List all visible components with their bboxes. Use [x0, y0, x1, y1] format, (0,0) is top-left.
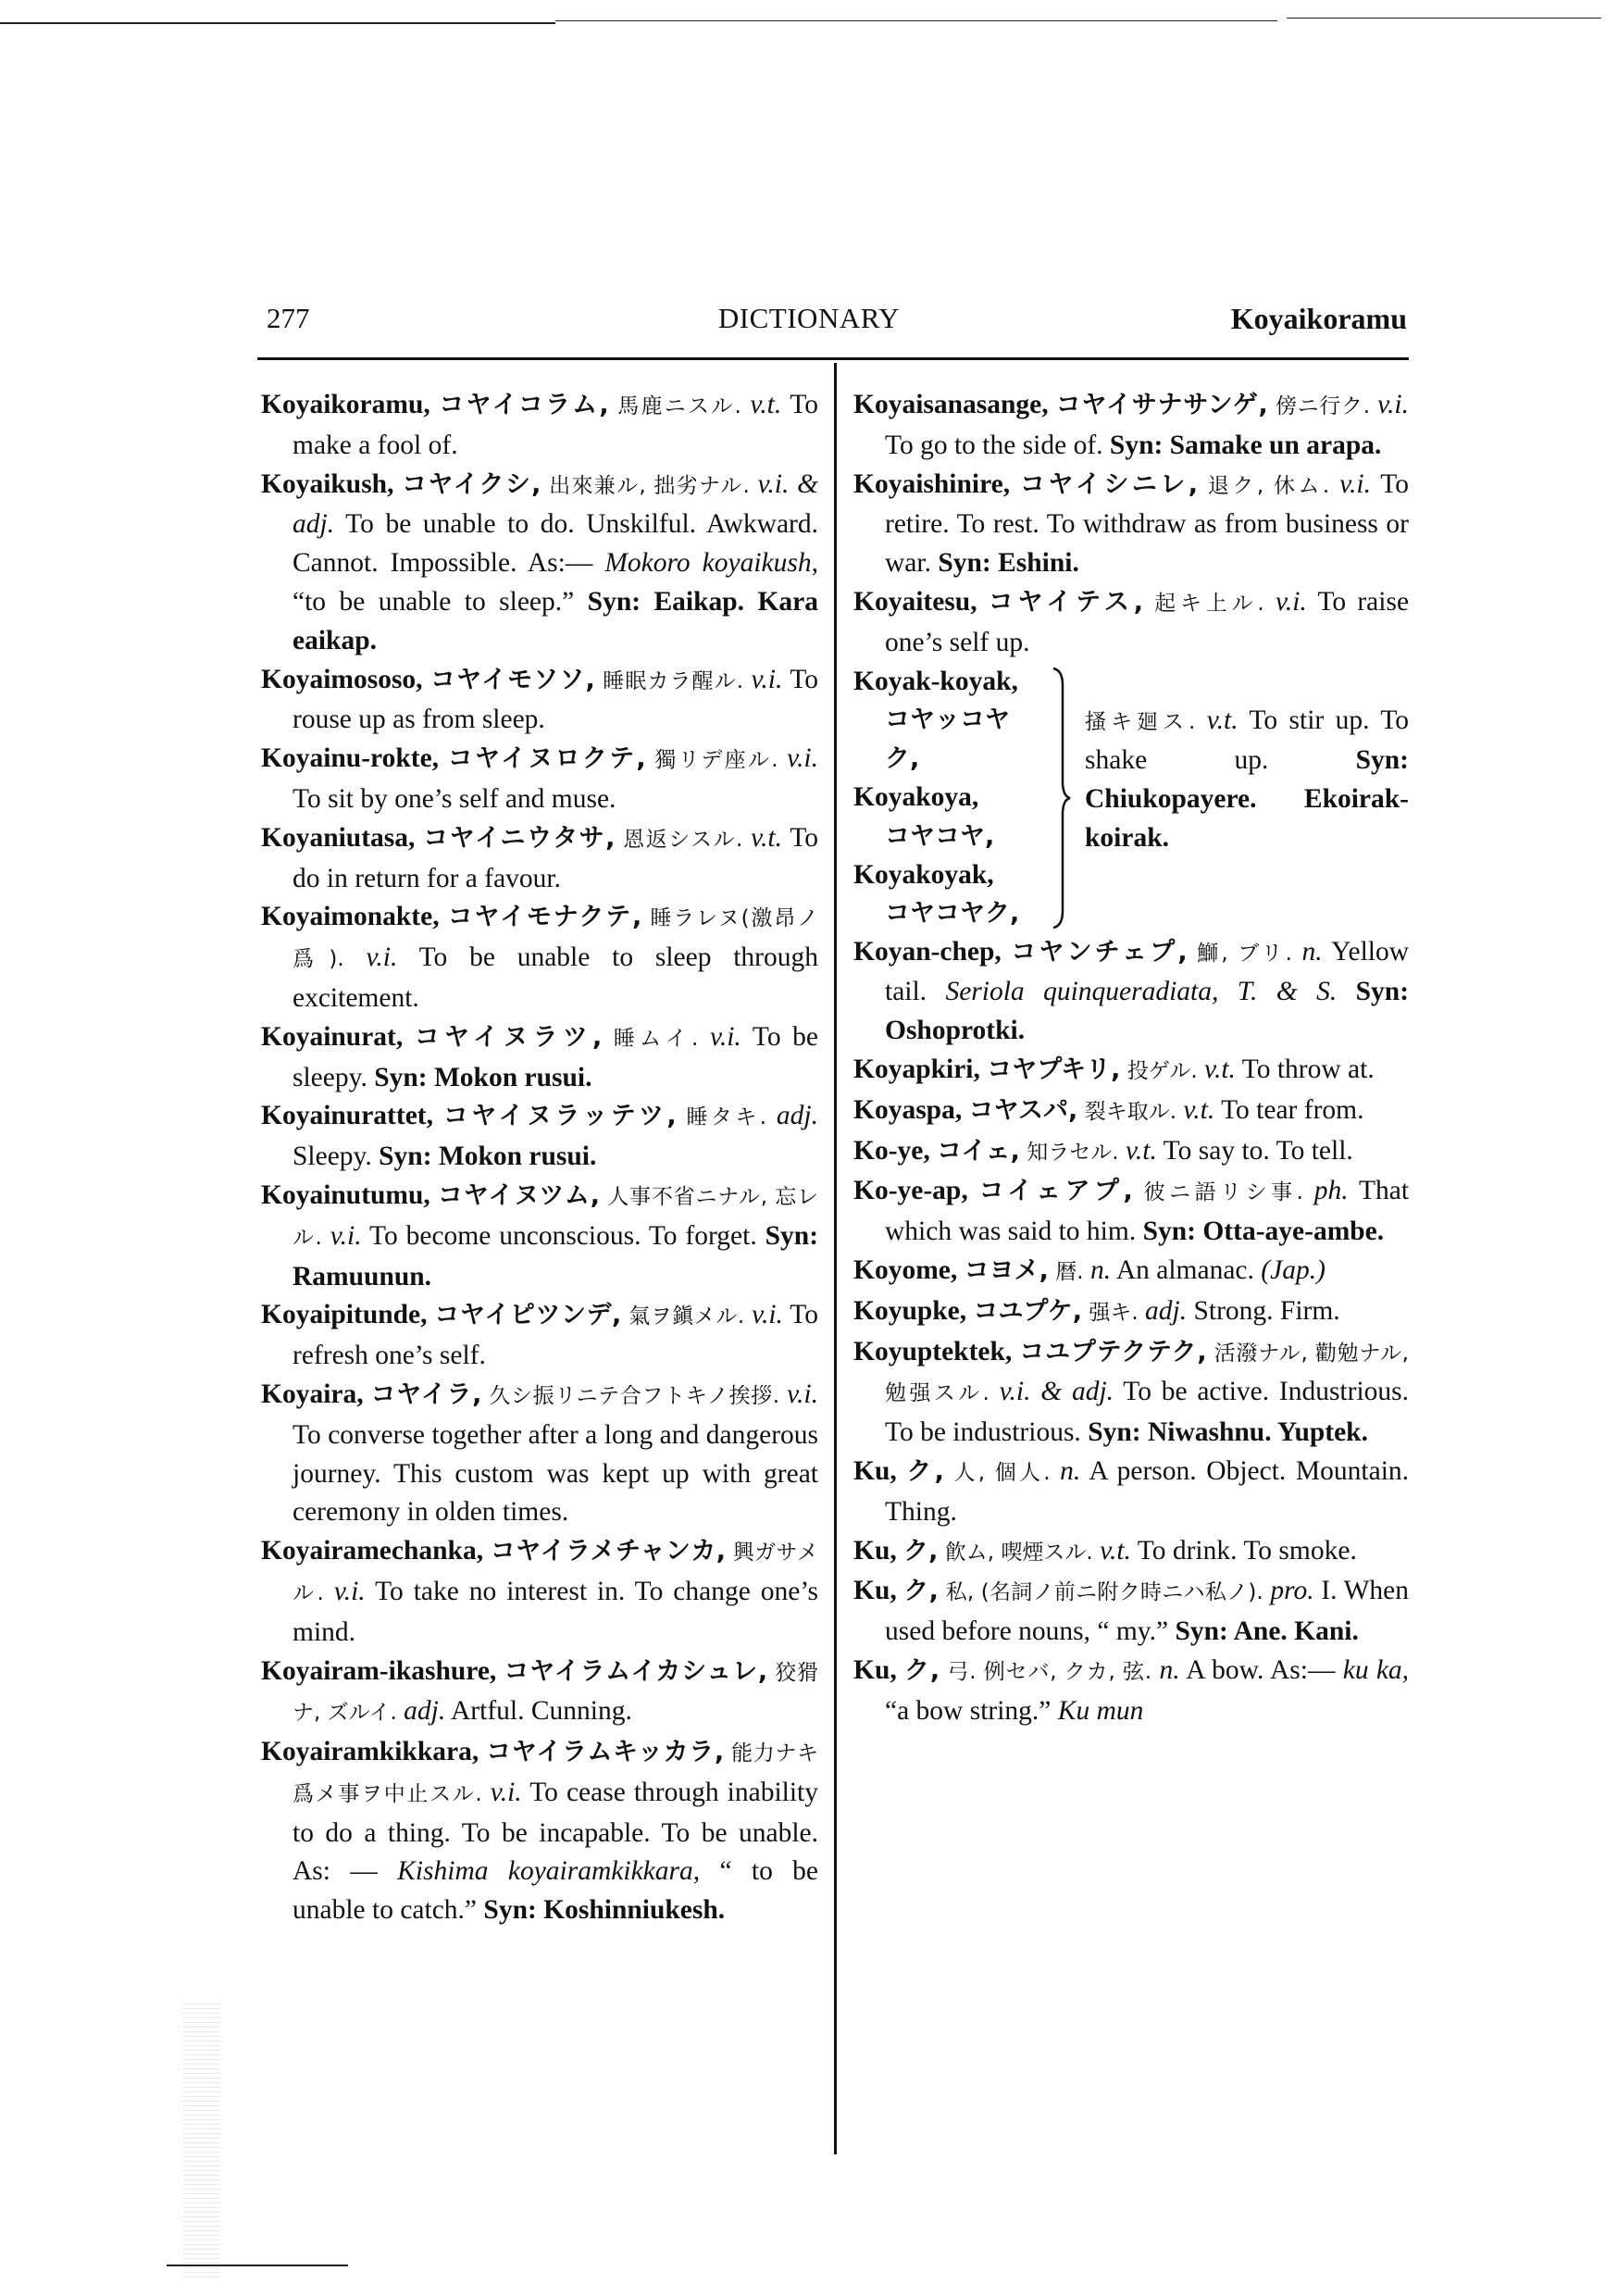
katakana-reading: コヤスパ,: [968, 1095, 1078, 1125]
headword: Ko-ye-ap,: [853, 1176, 968, 1206]
right-column: [853, 386, 1409, 1731]
japanese-gloss: 知ラセル.: [1027, 1140, 1119, 1165]
part-of-speech: adj.: [1145, 1295, 1188, 1326]
headword: Koyaira,: [261, 1379, 364, 1409]
definition: To throw at.: [1241, 1054, 1375, 1084]
dictionary-entry: [853, 1572, 1409, 1652]
headword: Koyaimososo,: [261, 664, 423, 694]
japanese-gloss: 能力ナキ爲メ事ヲ中止スル.: [292, 1741, 819, 1806]
katakana-reading: コユプテクテク,: [1019, 1337, 1207, 1366]
scan-margin-noise: [183, 2000, 220, 2277]
part-of-speech: adj.: [776, 1101, 818, 1131]
headword: Koyaitesu,: [853, 586, 977, 617]
katakana-reading: コヨメ,: [964, 1255, 1049, 1285]
japanese-gloss: 久シ振リニテ合フトキノ挨拶.: [489, 1383, 780, 1408]
japanese-gloss: 飮ム, 喫煙スル.: [944, 1540, 1093, 1565]
katakana-reading: コヤプキリ,: [987, 1054, 1121, 1084]
page-number: 277: [267, 302, 310, 334]
katakana-reading: コヤイシニレ,: [1019, 469, 1199, 499]
japanese-gloss: 搔キ廻ス.: [1085, 709, 1196, 734]
headword: Koyaipitunde,: [261, 1300, 428, 1330]
dictionary-entry: [261, 466, 818, 661]
definition: An almanac.: [1115, 1254, 1254, 1285]
japanese-gloss: 馬鹿ニスル.: [617, 394, 741, 418]
dictionary-entry: [261, 1296, 818, 1376]
definition: Sleepy.: [292, 1142, 372, 1172]
header-rule: [257, 357, 1409, 360]
part-of-speech: v.i.: [490, 1777, 522, 1807]
japanese-gloss: 暦.: [1055, 1259, 1084, 1284]
definition: To be sleepy.: [292, 1021, 819, 1092]
definition: To make a fool of.: [292, 390, 819, 460]
dictionary-entry: [853, 386, 1409, 466]
katakana-reading: コヤイヌラッテツ,: [442, 1102, 677, 1131]
part-of-speech: n.: [1089, 1254, 1112, 1285]
katakana-reading: コヤイラムイカシュレ,: [504, 1656, 768, 1686]
dictionary-entry: [853, 1132, 1409, 1173]
japanese-gloss: 人, 個人.: [953, 1460, 1051, 1485]
part-of-speech: ph.: [1313, 1176, 1349, 1206]
katakana-reading: コヤッコヤク,: [885, 705, 1010, 774]
headword: Koyainu-rokte,: [261, 743, 440, 774]
headword: Koyainutumu,: [261, 1179, 430, 1210]
headword: Koyupke,: [853, 1295, 967, 1326]
headword: Ku,: [853, 1455, 897, 1486]
dictionary-entry: [853, 1333, 1409, 1453]
definition: A bow. As:—: [1186, 1654, 1336, 1685]
definition: To be unable to do. Unskilful. Awkward. Cannot. Impossible. As:—: [292, 509, 818, 579]
part-of-speech: v.t.: [750, 390, 782, 419]
example: Mokoro koyaikush,: [604, 548, 818, 579]
dictionary-entry: [853, 583, 1409, 663]
grouped-entry-definition: [1085, 702, 1409, 858]
japanese-gloss: 睡眠カラ醒ル.: [603, 668, 744, 693]
headword: Koyairam-ikashure,: [261, 1655, 497, 1686]
part-of-speech: v.t.: [1100, 1535, 1131, 1566]
definition: To converse together after a long and dangerous journey. This custom was kept up with great ceremony in olden times.: [292, 1419, 818, 1528]
dictionary-entry: [261, 1653, 818, 1734]
part-of-speech: n.: [1301, 936, 1323, 967]
part-of-speech: pro.: [1270, 1576, 1314, 1606]
dictionary-entry: [853, 1252, 1409, 1292]
headword: Ku,: [853, 1654, 897, 1685]
definition: To be active. Industrious. To be industrious.: [885, 1377, 1410, 1448]
japanese-gloss: 狡猾ナ, ズルイ.: [292, 1660, 818, 1726]
definition-continued: “ to be unable to catch.”: [292, 1856, 819, 1926]
part-of-speech: v.i.: [752, 1300, 783, 1330]
headword: Koyaniutasa,: [261, 822, 416, 853]
katakana-reading: コヤイヌロクテ,: [447, 744, 646, 774]
headword: Koyainurattet,: [261, 1101, 433, 1131]
katakana-reading: コヤイモナクテ,: [447, 903, 642, 932]
part-of-speech: v.i.: [366, 942, 398, 973]
definition: To retire. To rest. To withdraw as from business or war.: [885, 468, 1410, 579]
dictionary-entry: [261, 1177, 818, 1296]
headword: Ko-ye,: [853, 1135, 930, 1166]
synonyms: Syn: Ramuunun.: [292, 1220, 819, 1292]
japanese-gloss: 彼ニ語リシ事.: [1143, 1180, 1303, 1205]
dictionary-entry: [853, 1172, 1409, 1252]
example: Seriola quinqueradiata, T. & S.: [945, 977, 1338, 1007]
japanese-gloss: 强キ.: [1089, 1300, 1139, 1325]
dictionary-entry: [261, 1532, 818, 1652]
definition: To cease through inability to do a thing. To be incapable. To be unable. As: —: [292, 1777, 819, 1887]
katakana-reading: コヤイピツンデ,: [434, 1301, 622, 1330]
part-of-speech: v.i. & adj.: [292, 468, 819, 540]
definition-continued: “to be unable to sleep.”: [292, 586, 575, 617]
definition: Artful. Cunning.: [451, 1696, 632, 1727]
japanese-gloss: 投ゲル.: [1126, 1058, 1198, 1083]
running-title: DICTIONARY: [717, 302, 901, 334]
definition: To go to the side of.: [885, 430, 1103, 460]
japanese-gloss: 鰤, ブリ.: [1197, 941, 1292, 966]
part-of-speech: v.i.: [1275, 586, 1307, 617]
definition: To refresh one’s self.: [292, 1300, 819, 1371]
part-of-speech: v.t.: [1204, 1054, 1236, 1084]
katakana-reading: コヤイヌラツ,: [414, 1022, 603, 1052]
katakana-reading: コヤイニウタサ,: [423, 823, 616, 853]
katakana-reading: ク,: [906, 1456, 944, 1486]
headword: Koyainurat,: [261, 1021, 404, 1052]
headword: Koyaishinire,: [853, 468, 1011, 499]
japanese-gloss: 氣ヲ鎭メル.: [629, 1304, 745, 1329]
japanese-gloss: 退ク, 休ム.: [1207, 473, 1330, 498]
dictionary-entry: [261, 1733, 818, 1930]
japanese-gloss: 傍ニ行ク.: [1275, 394, 1371, 418]
katakana-reading: コヤイラムキッカラ,: [486, 1738, 725, 1767]
definition: To take no interest in. To change one’s mind.: [292, 1576, 819, 1647]
part-of-speech: v.i.: [330, 1220, 362, 1251]
definition: Strong. Firm.: [1193, 1295, 1340, 1326]
japanese-gloss: 裂キ取ル.: [1084, 1099, 1176, 1124]
synonyms: Syn: Chiukopayere. Ekoirak-koirak.: [1085, 745, 1409, 853]
headword: Koyak-koyak,: [853, 666, 1018, 696]
dictionary-entry: [261, 1097, 818, 1177]
column-divider: [834, 363, 837, 2154]
part-of-speech: v.t.: [1183, 1094, 1215, 1125]
example: Kishima koyairamkikkara,: [397, 1856, 701, 1887]
japanese-gloss: 睡タキ.: [686, 1105, 767, 1130]
headword: Koyairamkikkara,: [261, 1737, 479, 1767]
brace-icon: [1052, 667, 1072, 930]
part-of-speech: v.i.: [709, 1021, 741, 1052]
part-of-speech: v.i.: [751, 664, 783, 694]
dictionary-entry: [261, 1018, 818, 1098]
dictionary-entry: [853, 1652, 1409, 1731]
synonyms: Syn: Mokon rusui.: [379, 1142, 597, 1172]
part-of-speech: n.: [1060, 1455, 1081, 1486]
katakana-reading: コヤコヤク,: [885, 899, 1020, 929]
headword: Koyapkiri,: [853, 1054, 980, 1084]
part-of-speech: v.i.: [787, 1379, 818, 1409]
synonyms: Syn: Samake un arapa.: [1109, 430, 1382, 460]
headword: Koyakoyak,: [853, 859, 994, 890]
dictionary-entry: [261, 386, 818, 466]
japanese-gloss: 恩返シスル.: [623, 827, 743, 852]
synonyms: Syn: Oshoprotki.: [885, 977, 1410, 1046]
definition: To drink. To smoke.: [1137, 1535, 1357, 1566]
scan-edge-line: [167, 2265, 348, 2266]
katakana-reading: コヤイラ,: [370, 1379, 482, 1409]
dictionary-entry: [261, 740, 818, 819]
headword: Ku,: [853, 1535, 897, 1566]
dictionary-entry: [853, 1532, 1409, 1573]
dictionary-entry: [261, 661, 818, 741]
katakana-reading: コヤンチェプ,: [1011, 937, 1188, 967]
japanese-gloss: 人事不省ニナル, 忘レル.: [292, 1184, 819, 1250]
headword: Koyome,: [853, 1254, 958, 1285]
japanese-gloss: 興ガサメル.: [292, 1541, 819, 1605]
definition: To become unconscious. To forget.: [368, 1220, 757, 1251]
katakana-reading: コヤコヤ,: [885, 821, 995, 851]
synonyms: Syn: Eshini.: [938, 548, 1079, 579]
japanese-gloss: 私, (名詞ノ前ニ附ク時ニハ私ノ).: [945, 1580, 1263, 1605]
definition: To sit by one’s self and muse.: [292, 783, 616, 814]
headword: Koyaikush,: [261, 468, 394, 499]
katakana-reading: ク,: [903, 1655, 940, 1685]
definition-continued: “a bow string.”: [885, 1695, 1052, 1726]
synonyms: Syn: Eaikap. Kara eaikap.: [292, 586, 818, 655]
grouped-entry: [853, 663, 1409, 933]
katakana-reading: コイェ,: [937, 1136, 1020, 1166]
headword: Koyuptektek,: [853, 1336, 1013, 1366]
dictionary-entry: [261, 819, 818, 899]
part-of-speech: v.i.: [1377, 390, 1409, 419]
katakana-reading: ク,: [903, 1577, 939, 1606]
running-head: Koyaikoramu: [1230, 302, 1407, 335]
synonyms: Syn: Koshinniukesh.: [483, 1895, 726, 1926]
definition: I. When used before nouns, “ my.”: [885, 1576, 1410, 1647]
headword: Koyaisanasange,: [853, 390, 1049, 419]
katakana-reading: コヤイラメチャンカ,: [490, 1537, 726, 1566]
part-of-speech: v.t.: [751, 822, 782, 853]
japanese-gloss: 活潑ナル, 勸勉ナル, 勉强スル.: [885, 1341, 1409, 1406]
definition: A person. Object. Mountain. Thing.: [885, 1455, 1410, 1527]
katakana-reading: コヤイモソソ,: [430, 665, 595, 694]
katakana-reading: コヤイサナサンゲ,: [1055, 391, 1268, 419]
part-of-speech: v.i.: [333, 1576, 366, 1606]
japanese-gloss: 睡ムイ.: [613, 1026, 699, 1051]
dictionary-entry: [853, 1292, 1409, 1333]
headword: Koyan-chep,: [853, 936, 1002, 967]
katakana-reading: コヤイテス,: [988, 587, 1143, 617]
part-of-speech: v.i.: [787, 743, 819, 774]
headword: Koyaspa,: [853, 1094, 963, 1125]
headword: Koyakoya,: [853, 781, 979, 812]
part-of-speech: v.t.: [1206, 705, 1238, 735]
synonyms: Syn: Ane. Kani.: [1175, 1616, 1359, 1647]
japanese-gloss: 起キ上ル.: [1154, 591, 1264, 616]
headword: Koyairamechanka,: [261, 1536, 484, 1566]
dictionary-entry: [853, 1092, 1409, 1132]
dictionary-entry: [853, 1453, 1409, 1532]
dictionary-entry: [853, 1051, 1409, 1092]
katakana-reading: コイェアプ,: [978, 1177, 1133, 1206]
definition: Yellow tail.: [885, 936, 1410, 1007]
dictionary-entry: [261, 898, 818, 1017]
headword: Ku,: [853, 1576, 897, 1606]
japanese-gloss: 獨リデ座ル.: [654, 748, 778, 773]
dictionary-entry: [853, 933, 1409, 1051]
definition: To say to. To tell.: [1163, 1135, 1353, 1166]
part-of-speech: n.: [1159, 1654, 1180, 1685]
katakana-reading: コユプケ,: [973, 1296, 1082, 1326]
left-column: [261, 386, 818, 1930]
scan-edge-line: [0, 22, 555, 24]
scan-edge-line: [1287, 18, 1601, 19]
japanese-gloss: 睡ラレヌ(激昂ノ爲).: [292, 906, 818, 972]
japanese-gloss: 弓. 例セバ, クカ, 弦.: [947, 1659, 1152, 1684]
scan-edge-line: [555, 20, 1277, 21]
dictionary-entry: [853, 466, 1409, 583]
definition: To rouse up as from sleep.: [292, 664, 819, 735]
definition: To do in return for a favour.: [292, 822, 819, 893]
katakana-reading: コヤイクシ,: [402, 469, 541, 499]
definition: That which was said to him.: [885, 1176, 1410, 1247]
example-continued: Ku mun: [1057, 1695, 1144, 1726]
synonyms: Syn: Mokon rusui.: [374, 1062, 592, 1092]
synonyms: Syn: Niwashnu. Yuptek.: [1088, 1417, 1368, 1448]
example: (Jap.): [1261, 1254, 1326, 1285]
headword: Koyaikoramu,: [261, 390, 430, 419]
headword: Koyaimonakte,: [261, 902, 440, 932]
katakana-reading: コヤイコラム,: [439, 391, 609, 419]
definition: To be unable to sleep through excitement.: [292, 942, 819, 1013]
part-of-speech: adj.: [404, 1696, 446, 1727]
example: ku ka,: [1342, 1654, 1410, 1685]
definition: To raise one’s self up.: [885, 586, 1410, 657]
katakana-reading: ク,: [903, 1536, 939, 1566]
synonyms: Syn: Otta-aye-ambe.: [1142, 1217, 1385, 1247]
katakana-reading: コヤイヌツム,: [438, 1180, 600, 1210]
definition: To stir up. To shake up.: [1085, 705, 1410, 776]
part-of-speech: v.t.: [1125, 1135, 1157, 1166]
dictionary-entry: [261, 1376, 818, 1532]
definition: To tear from.: [1221, 1094, 1364, 1125]
part-of-speech: v.i.: [1339, 468, 1371, 499]
part-of-speech: v.i. & adj.: [999, 1377, 1114, 1407]
japanese-gloss: 出來兼ル, 拙劣ナル.: [549, 473, 750, 498]
